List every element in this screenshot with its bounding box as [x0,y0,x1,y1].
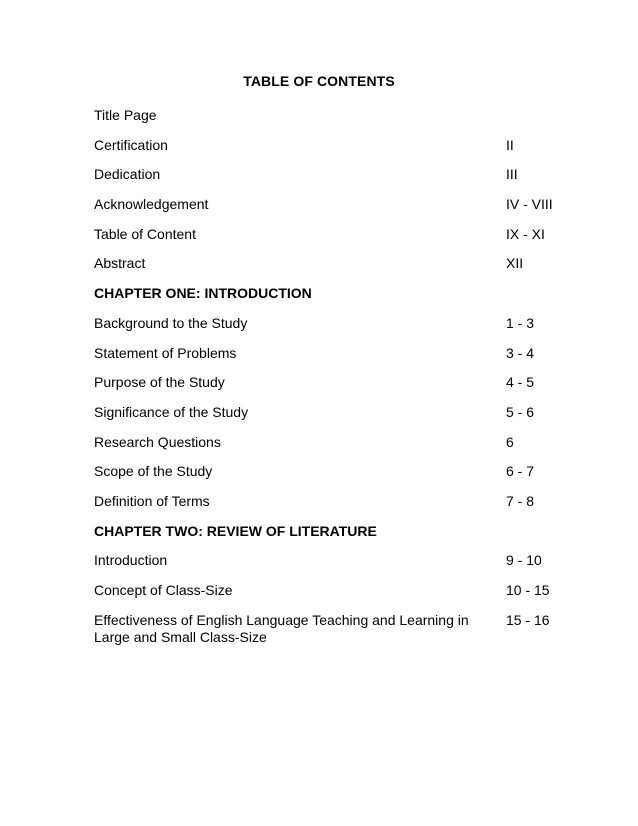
toc-entry-label: Certification [94,136,168,153]
toc-entry [94,345,574,375]
toc-entry [94,434,574,464]
toc-entry-label: Scope of the Study [94,463,213,480]
toc-entry-label: Research Questions [94,433,221,450]
toc-entry [94,196,574,226]
toc-entry [94,493,574,523]
toc-entry-pages: 10 - 15 [506,582,550,598]
toc-entry [94,463,574,493]
toc-entry [94,582,574,612]
toc-entry [94,315,574,345]
toc-entry-label: Effectiveness of English Language Teaching and Learning in Large and Small Class-Size [94,611,469,645]
toc-entry [94,612,574,646]
toc-entry [94,255,574,285]
toc-chapter-heading-label: CHAPTER TWO: REVIEW OF LITERATURE [94,522,377,539]
toc-chapter-heading-label: CHAPTER ONE: INTRODUCTION [94,285,312,302]
toc-entry-pages: 9 - 10 [506,552,542,569]
toc-entry-pages: 6 - 7 [506,463,535,480]
toc-entry-label: Purpose of the Study [94,374,225,391]
toc-entry [94,552,574,582]
toc-entry-label: Abstract [94,255,146,272]
toc-entry-label: Acknowledgement [94,196,209,213]
toc-title: TABLE OF CONTENTS [243,73,395,89]
toc-entry-label: Background to the Study [94,314,248,331]
toc-chapter-heading [94,285,574,315]
toc-entry [94,107,574,137]
toc-entry [94,374,574,404]
toc-entry-pages: 15 - 16 [506,611,550,628]
toc-entry-pages: III [506,166,518,183]
toc-entry-label: Introduction [94,552,168,569]
toc-entry-pages: XII [506,255,524,272]
toc-entry [94,137,574,167]
toc-entry-pages: 5 - 6 [506,403,535,420]
toc-entry-label: Dedication [94,166,161,183]
toc-entry-pages: IV - VIII [506,196,553,213]
toc-entry-label: Table of Content [94,225,196,242]
toc-entry [94,404,574,434]
toc-entry-label: Concept of Class-Size [94,582,233,598]
toc-entry-pages: 3 - 4 [506,344,535,361]
toc-entry-pages: 1 - 3 [506,314,535,331]
toc-entry-pages: 6 [506,433,514,450]
toc-entry-pages: 7 - 8 [506,492,535,509]
toc-entry-label: Title Page [94,107,157,123]
toc-entry-label: Statement of Problems [94,344,237,361]
toc-entry-label: Significance of the Study [94,403,249,420]
toc-entry-pages: 4 - 5 [506,374,535,391]
toc-entry-label: Definition of Terms [94,492,210,509]
toc-list [94,107,574,646]
toc-entry-pages: II [506,136,514,153]
toc-entry [94,226,574,256]
toc-entry-pages: IX - XI [506,225,545,242]
toc-entry [94,166,574,196]
toc-chapter-heading [94,523,574,553]
